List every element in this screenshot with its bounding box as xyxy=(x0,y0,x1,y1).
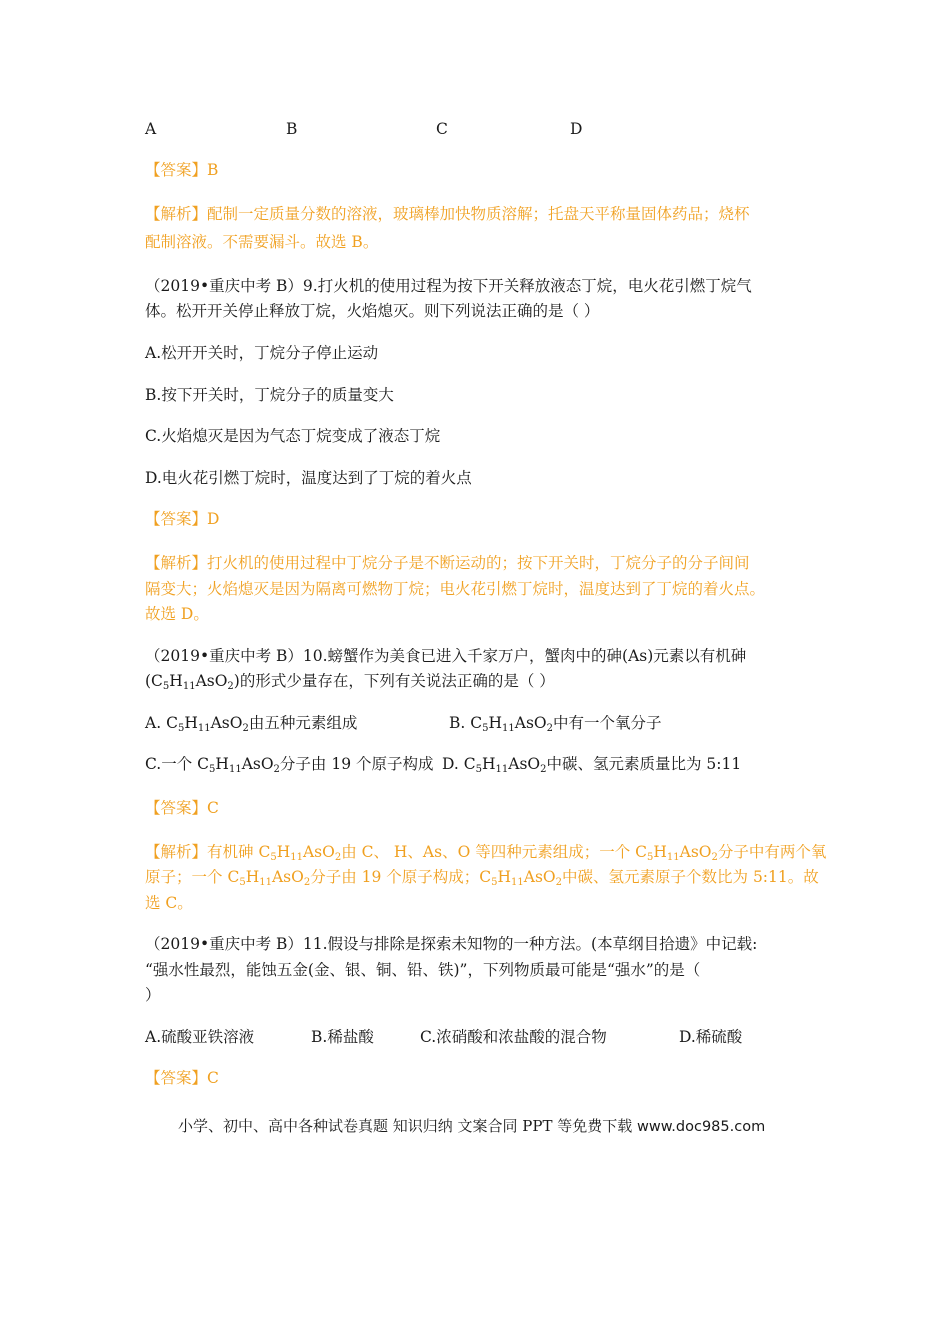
image-label-a: A xyxy=(145,120,157,138)
q11-option-a: A.硫酸亚铁溶液 xyxy=(145,1028,255,1046)
q9-analysis-line2: 隔变大；火焰熄灭是因为隔离可燃物丁烷；电火花引燃丁烷时，温度达到了丁烷的着火点。 xyxy=(145,580,766,598)
footer-url-link[interactable]: www.doc985.com xyxy=(637,1119,766,1135)
q10-answer: 【答案】C xyxy=(145,799,219,817)
q11-stem-line2: “强水性最烈，能蚀五金(金、银、铜、铅、铁)”，下列物质最可能是“强水”的是（ xyxy=(145,961,701,979)
q10-analysis-line1: 【解析】有机砷 $C_5H_{11}AsO_2$由 C、 H、As、O 等四种元素组成；一个 $C_5H_{11}AsO_2$分子中有两个氧 xyxy=(145,843,827,863)
q11-stem-line3: ） xyxy=(145,986,161,1004)
image-label-b: B xyxy=(286,120,298,138)
q9-stem-line1: （2019•重庆中考 B）9.打火机的使用过程为按下开关释放液态丁烷，电火花引燃丁烷气 xyxy=(145,277,752,295)
q10-stem-line1: （2019•重庆中考 B）10.螃蟹作为美食已进入千家万户，蟹肉中的砷(As)元素以有机砷 xyxy=(145,647,747,665)
q9-option-b: B.按下开关时，丁烷分子的质量变大 xyxy=(145,386,394,404)
q10-option-b: B. $C_5H_{11}AsO_2$中有一个氧分子 xyxy=(449,714,662,734)
q9-option-c: C.火焰熄灭是因为气态丁烷变成了液态丁烷 xyxy=(145,427,441,445)
q10-analysis-line3: 选 C。 xyxy=(145,894,193,912)
q11-stem-line1: （2019•重庆中考 B）11.假设与排除是探索未知物的一种方法。(本草纲目拾遗》中记载: xyxy=(145,935,758,953)
q10-option-a: A. $C_5H_{11}AsO_2$由五种元素组成 xyxy=(145,714,358,734)
q9-analysis-line1: 【解析】打火机的使用过程中丁烷分子是不断运动的；按下开关时，丁烷分子的分子间间 xyxy=(145,554,750,572)
image-label-d: D xyxy=(570,120,583,138)
formula: $C_5H_{11}AsO_2$ xyxy=(470,714,553,734)
page-footer xyxy=(178,1113,765,1140)
q8-answer: 【答案】B xyxy=(145,161,219,179)
q9-option-a: A.松开开关时，丁烷分子停止运动 xyxy=(145,344,379,362)
formula: $C_5H_{11}AsO_2$ xyxy=(463,755,547,775)
q10-option-c: C.一个 $C_5H_{11}AsO_2$分子由 19 个原子构成 xyxy=(145,755,434,775)
q11-option-b: B.稀盐酸 xyxy=(311,1028,374,1046)
image-label-c: C xyxy=(436,120,448,138)
formula: $C_5H_{11}AsO_2$ xyxy=(197,755,280,775)
q9-stem-line2: 体。松开开关停止释放丁烷，火焰熄灭。则下列说法正确的是（ ） xyxy=(145,302,600,320)
q8-analysis-line1: 【解析】配制一定质量分数的溶液，玻璃棒加快物质溶解；托盘天平称量固体药品；烧杯 xyxy=(145,205,750,223)
q9-option-d: D.电火花引燃丁烷时，温度达到了丁烷的着火点 xyxy=(145,469,472,487)
formula: $C_5H_{11}AsO_2$ xyxy=(166,714,249,734)
q10-analysis-line2: 原子；一个 $C_5H_{11}AsO_2$分子由 19 个原子构成；$C_5H_{11}AsO_2$中碳、氢元素原子个数比为 5:11。故 xyxy=(145,868,819,888)
q9-analysis-line3: 故选 D。 xyxy=(145,605,209,623)
q10-stem-line2: $(C_5H_{11}AsO_2)$的形式少量存在，下列有关说法正确的是（ ） xyxy=(145,672,555,692)
q11-answer: 【答案】C xyxy=(145,1069,219,1087)
q8-analysis-line2: 配制溶液。不需要漏斗。故选 B。 xyxy=(145,233,379,251)
q9-answer: 【答案】D xyxy=(145,510,220,528)
q10-option-d: D. $C_5H_{11}AsO_2$中碳、氢元素质量比为 5:11 xyxy=(442,755,742,775)
q11-option-d: D.稀硫酸 xyxy=(679,1028,743,1046)
q11-option-c: C.浓硝酸和浓盐酸的混合物 xyxy=(420,1028,607,1046)
footer-text: 小学、初中、高中各种试卷真题 知识归纳 文案合同 PPT 等免费下载 xyxy=(178,1117,638,1135)
